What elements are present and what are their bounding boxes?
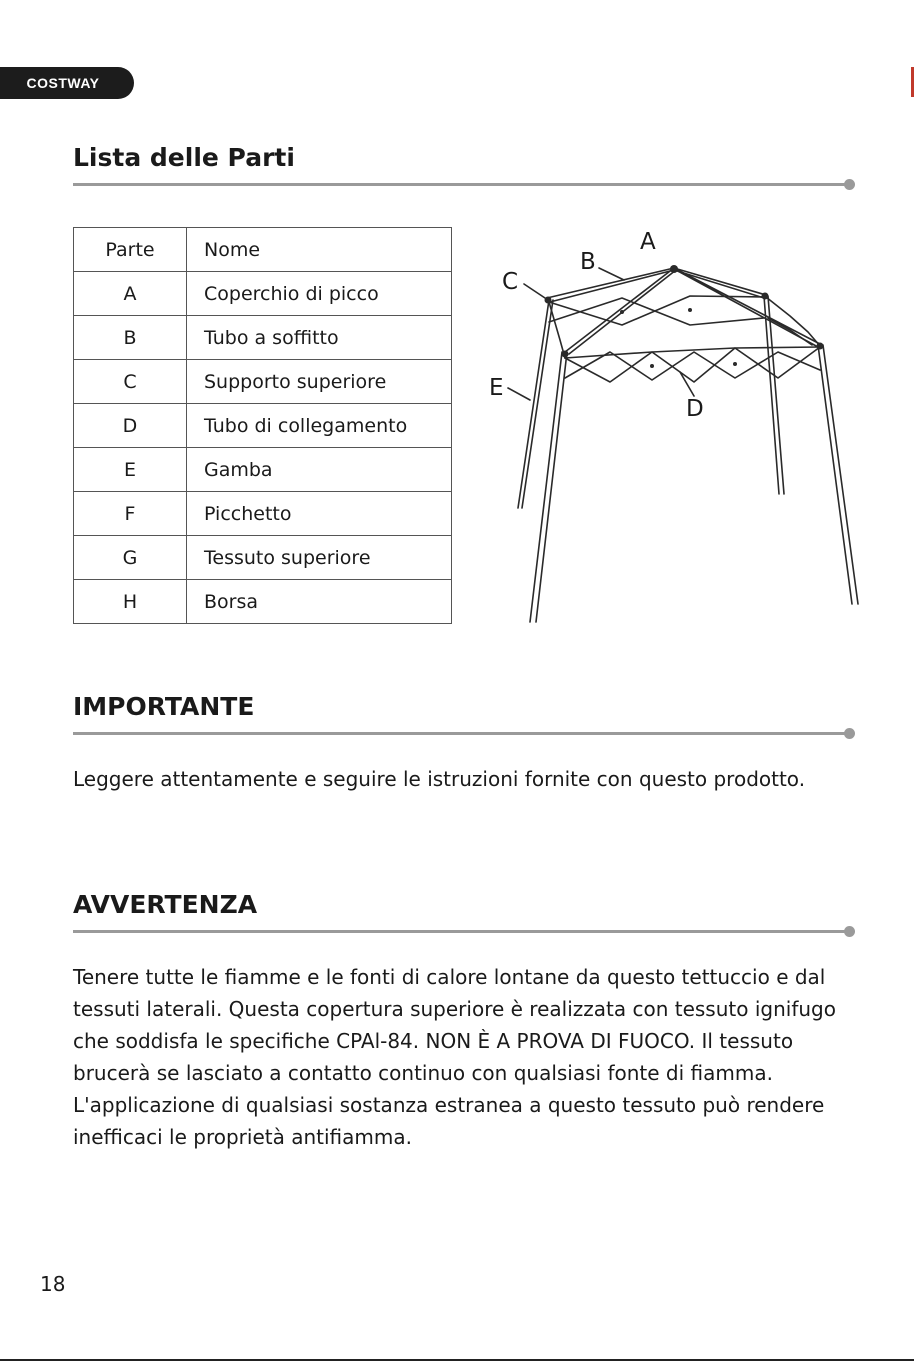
part-letter: H [74, 580, 187, 624]
diagram-label-b: B [580, 249, 596, 275]
diagram-label-c: C [502, 269, 519, 295]
part-name: Tubo a soffitto [187, 316, 452, 360]
section-divider [73, 930, 849, 933]
part-letter: E [74, 448, 187, 492]
section-divider [73, 183, 849, 186]
warning-title: AVVERTENZA [73, 890, 258, 919]
part-letter: G [74, 536, 187, 580]
diagram-label-a: A [640, 229, 656, 255]
parts-table [73, 227, 452, 624]
table-row [74, 360, 452, 404]
table-row [74, 448, 452, 492]
brand-logo: COSTWAY [0, 67, 134, 99]
part-name: Picchetto [187, 492, 452, 536]
canopy-frame-drawing [508, 268, 858, 622]
part-name: Tessuto superiore [187, 536, 452, 580]
table-header-row [74, 228, 452, 272]
page-number: 18 [40, 1272, 66, 1296]
table-row [74, 404, 452, 448]
bottom-border [0, 1359, 914, 1361]
canopy-frame-diagram [486, 226, 866, 630]
column-header-name: Nome [187, 228, 452, 272]
frame-joints [545, 265, 824, 368]
table-row [74, 316, 452, 360]
part-letter: D [74, 404, 187, 448]
part-name: Coperchio di picco [187, 272, 452, 316]
warning-text: Tenere tutte le fiamme e le fonti di calore lontane da questo tettuccio e dal tessuti laterali. Questa copertura superiore è realizzata con tessuto ignifugo che soddisfa le specifiche CPAl-84. NON È A PROVA DI FUOCO. Il tessuto brucerà se lasciato a contatto continuo con qualsiasi fonte di fiamma. L'applicazione di qualsiasi sostanza estranea a questo tessuto può rendere inefficaci le proprietà antifiamma. [73, 965, 836, 1149]
section-divider [73, 732, 849, 735]
part-letter: A [74, 272, 187, 316]
part-letter: C [74, 360, 187, 404]
table-row [74, 536, 452, 580]
part-name: Supporto superiore [187, 360, 452, 404]
part-name: Gamba [187, 448, 452, 492]
part-name: Tubo di collegamento [187, 404, 452, 448]
parts-list-title: Lista delle Parti [73, 143, 295, 172]
diagram-label-d: D [686, 396, 704, 422]
part-letter: F [74, 492, 187, 536]
part-name: Borsa [187, 580, 452, 624]
table-row [74, 580, 452, 624]
column-header-part: Parte [74, 228, 187, 272]
important-title: IMPORTANTE [73, 692, 255, 721]
part-letter: B [74, 316, 187, 360]
diagram-label-e: E [489, 375, 504, 401]
important-text: Leggere attentamente e seguire le istruzioni fornite con questo prodotto. [73, 767, 806, 791]
table-row [74, 492, 452, 536]
table-row [74, 272, 452, 316]
